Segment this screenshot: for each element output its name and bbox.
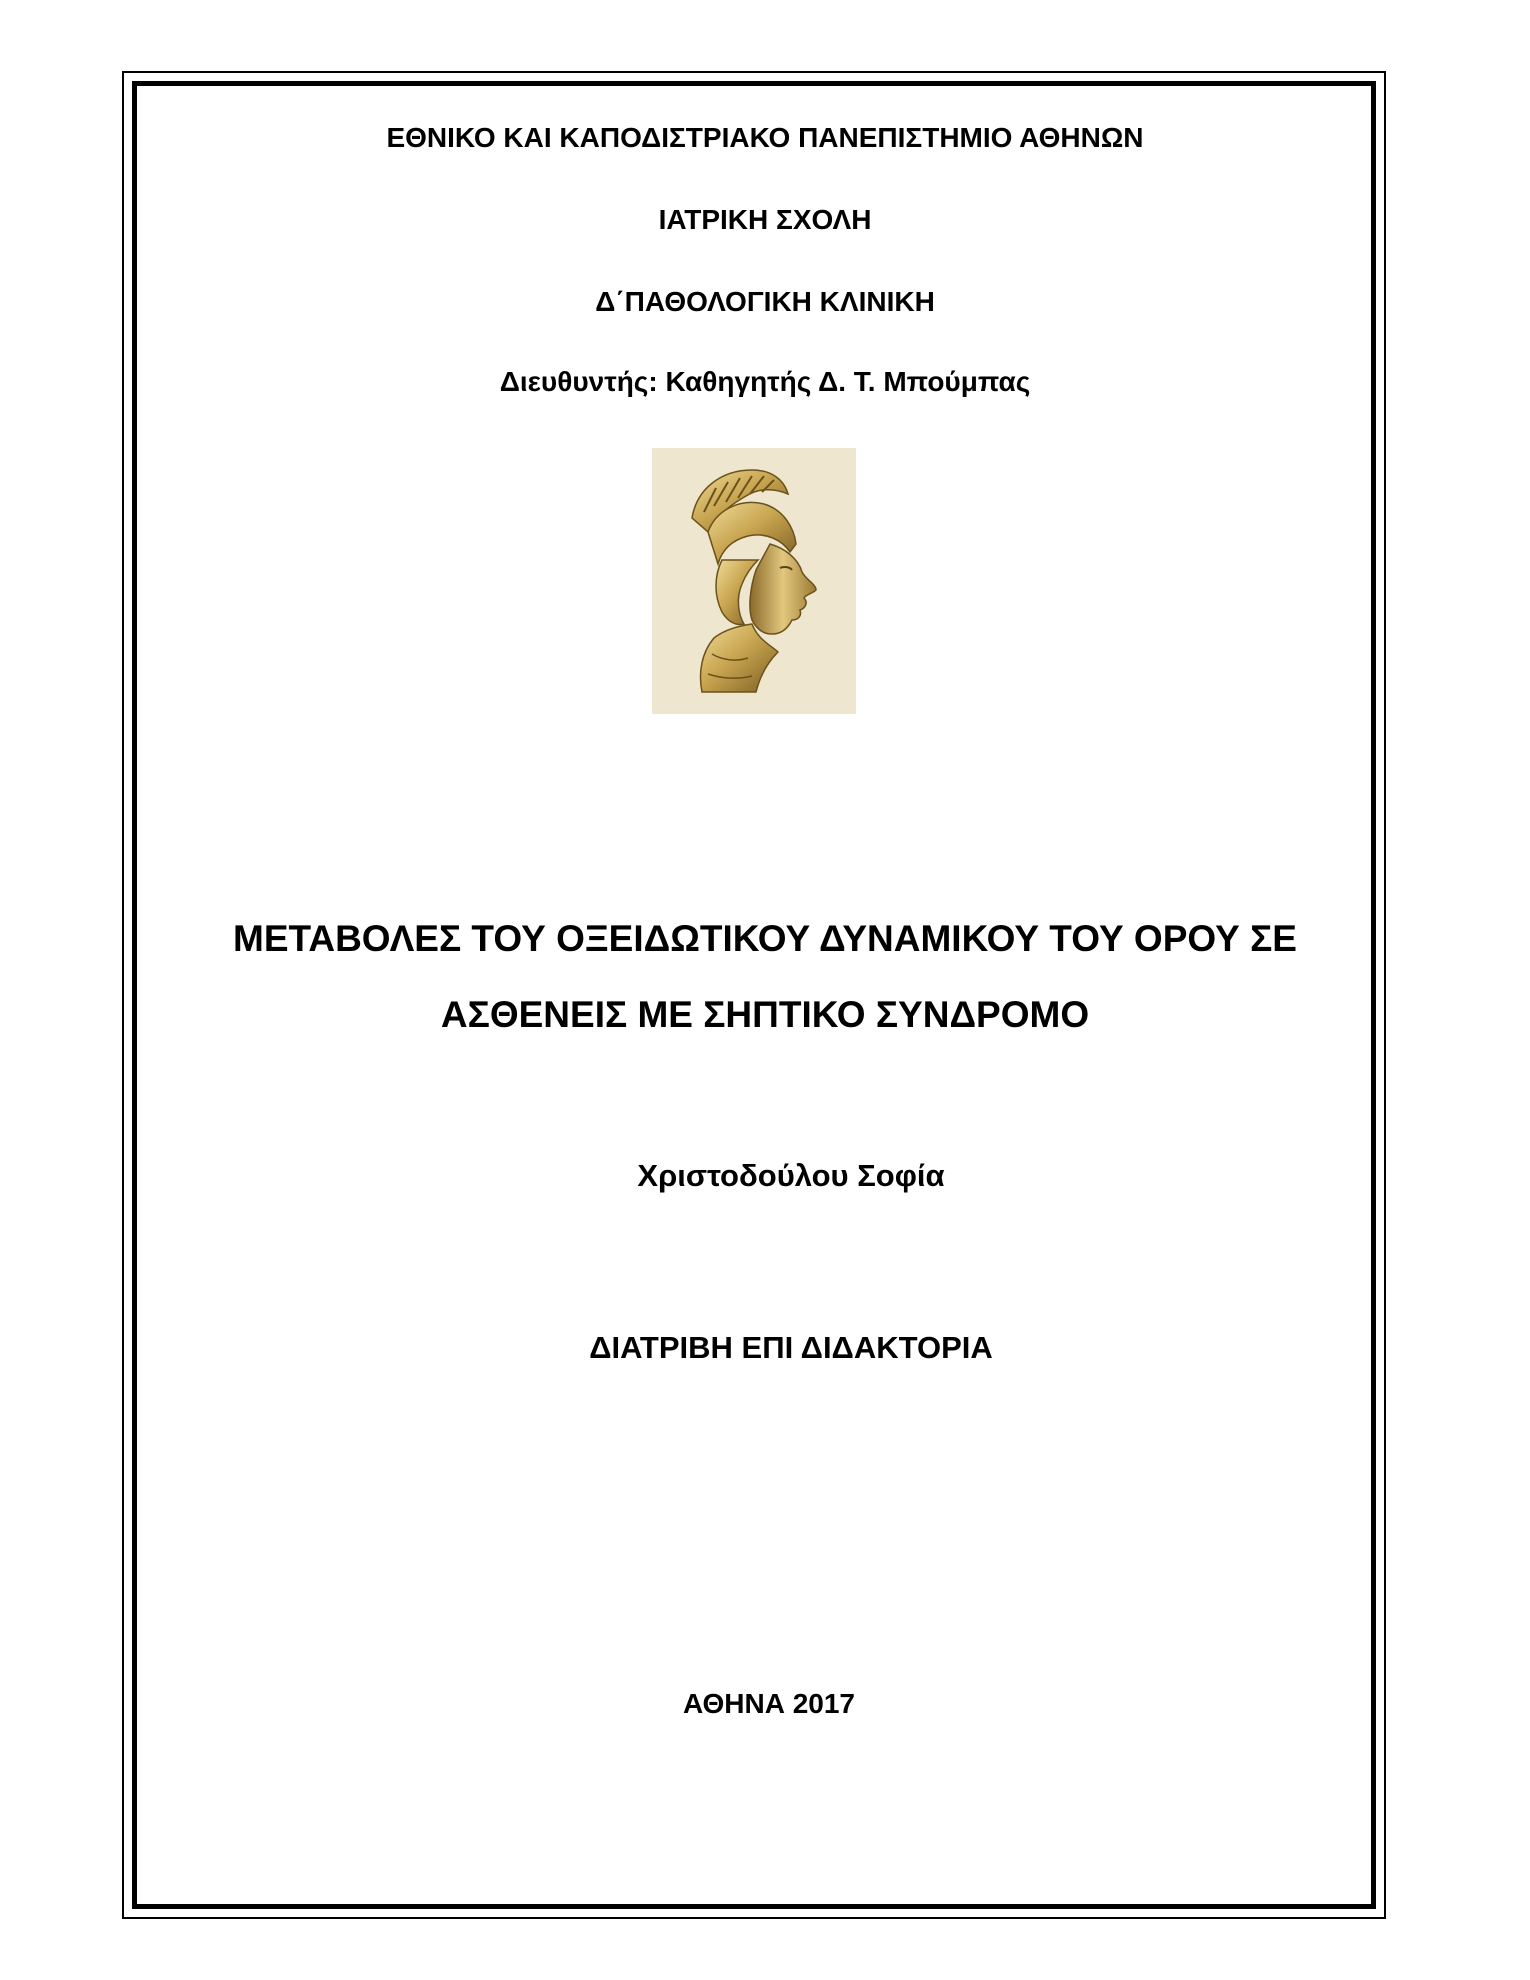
athena-helmet-emblem-icon bbox=[652, 448, 856, 714]
clinic-name: Δ΄ΠΑΘΟΛΟΓΙΚΗ ΚΛΙΝΙΚΗ bbox=[595, 286, 935, 317]
thesis-title-line-2: ΑΣΘΕΝΕΙΣ ΜΕ ΣΗΠΤΙΚΟ ΣΥΝΔΡΟΜΟ bbox=[440, 994, 1090, 1035]
author-name: Χριστοδούλου Σοφία bbox=[637, 1158, 945, 1193]
director-line: Διευθυντής: Καθηγητής Δ. Τ. Μπούμπας bbox=[499, 366, 1031, 397]
degree-type: ΔΙΑΤΡΙΒΗ ΕΠΙ ΔΙΔΑΚΤΟΡΙΑ bbox=[589, 1330, 993, 1365]
thesis-title-line-1: ΜΕΤΑΒΟΛΕΣ ΤΟΥ ΟΞΕΙΔΩΤΙΚΟΥ ΔΥΝΑΜΙΚΟΥ ΤΟΥ ΟΡΟΥ ΣΕ bbox=[233, 918, 1297, 959]
place-and-year: ΑΘΗΝΑ 2017 bbox=[683, 1688, 855, 1719]
university-name: ΕΘΝΙΚΟ ΚΑΙ ΚΑΠΟΔΙΣΤΡΙΑΚΟ ΠΑΝΕΠΙΣΤΗΜΙΟ ΑΘΗΝΩΝ bbox=[386, 122, 1144, 153]
school-name: ΙΑΤΡΙΚΗ ΣΧΟΛΗ bbox=[658, 204, 872, 235]
